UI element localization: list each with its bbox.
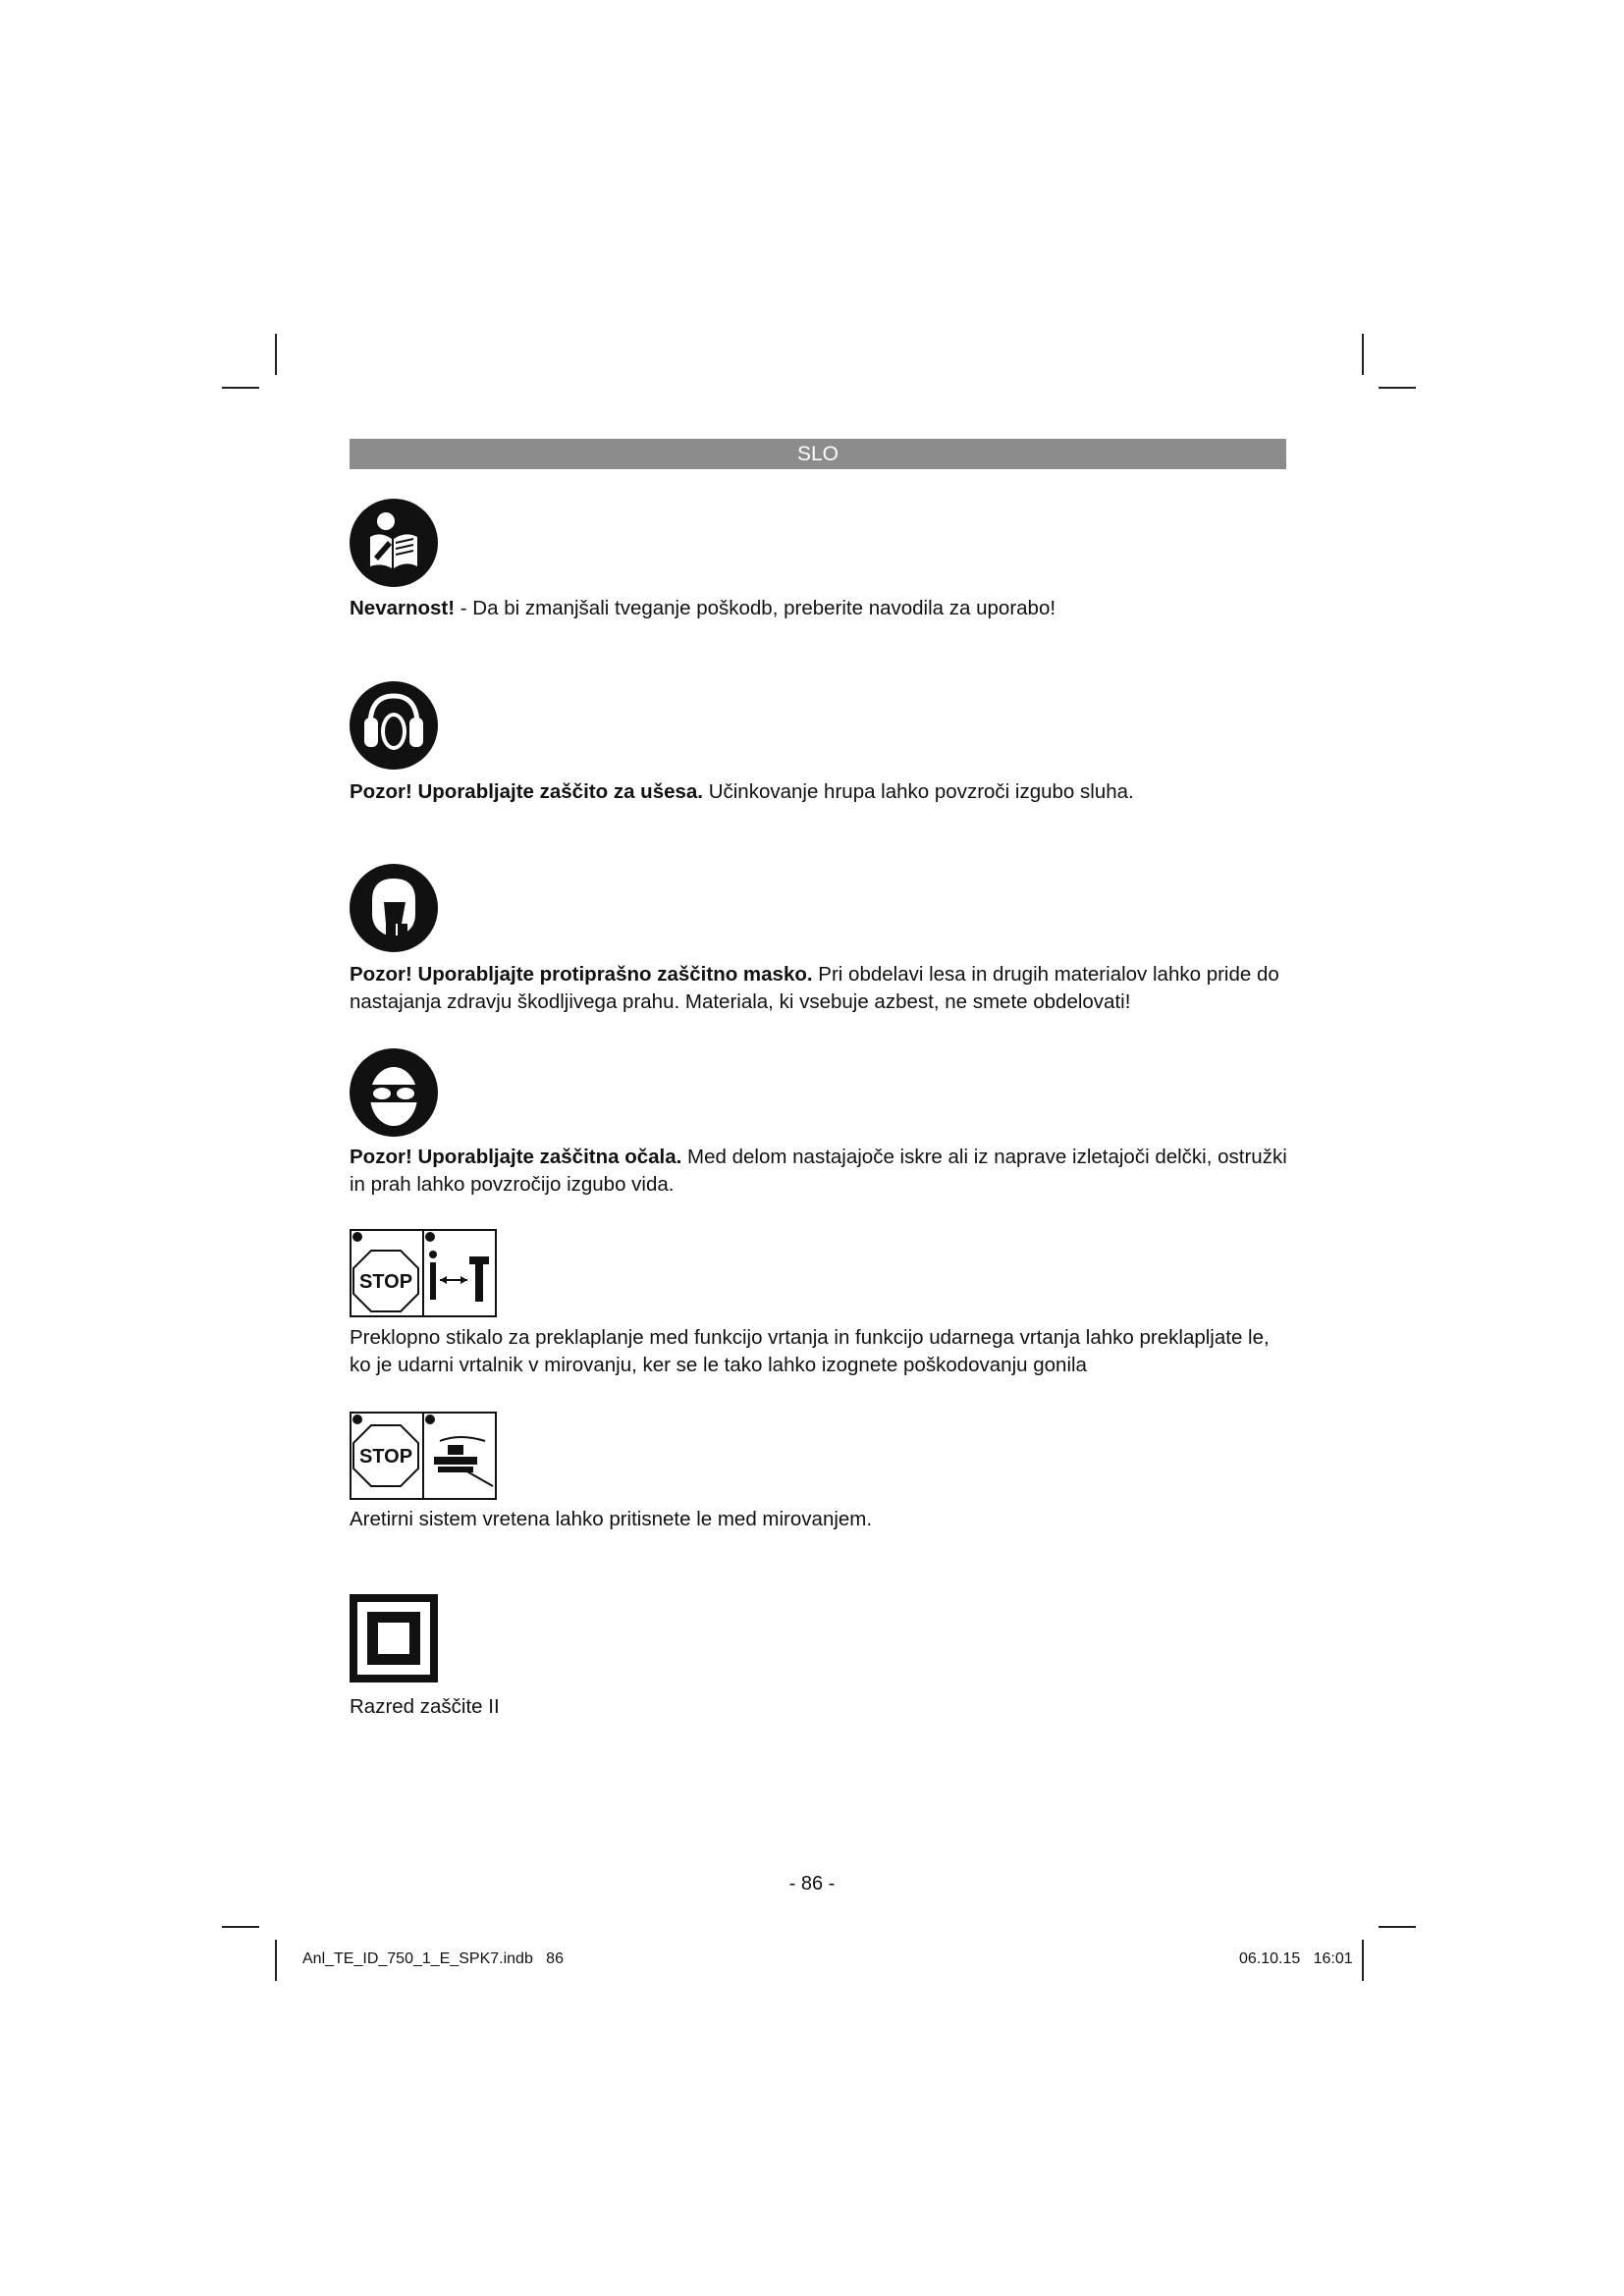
warning-text: - Da bi zmanjšali tveganje poškodb, preberite navodila za uporabo!: [455, 597, 1056, 619]
dust-mask-icon: [349, 863, 439, 953]
crop-mark: [222, 387, 259, 389]
protection-class-label: Razred zaščite II: [350, 1695, 500, 1718]
language-header: SLO: [350, 439, 1286, 469]
crop-mark: [222, 1926, 259, 1928]
stop-label: STOP: [358, 1446, 413, 1468]
warning-text: Med delom nastajajoče iskre ali iz naprave izletajoči delčki, ostružki in prah lahko povzročijo izgubo vida.: [350, 1146, 1287, 1196]
warning-text: Preklopno stikalo za preklaplanje med funkcijo vrtanja in funkcijo udarnega vrtanja lahko preklapljate le, ko je udarni vrtalnik v mirovanju, ker se le tako lahko izognete poškodovanju gonila: [350, 1326, 1270, 1376]
stop-switch-icon: [350, 1229, 497, 1317]
crop-mark: [1362, 1940, 1364, 1981]
warning-text: Pri obdelavi lesa in drugih materialov lahko pride do nastajanja zdravju škodljivega prahu. Materiala, ki vsebuje azbest, ne smete obdelovati!: [350, 963, 1279, 1013]
section-text: [350, 1506, 1292, 1533]
warning-bold: Pozor! Uporabljajte zaščito za ušesa.: [350, 780, 703, 803]
safety-goggles-icon: [349, 1047, 439, 1138]
ear-protection-icon: [349, 680, 439, 771]
warning-text: Učinkovanje hrupa lahko povzroči izgubo sluha.: [703, 780, 1134, 803]
crop-mark: [275, 1940, 277, 1981]
warning-bold: Nevarnost!: [350, 597, 456, 619]
crop-mark: [1362, 334, 1364, 375]
footer-date: 06.10.15 16:01: [1239, 1950, 1353, 1967]
section-text: [350, 1693, 1292, 1721]
stop-label: STOP: [358, 1271, 413, 1293]
crop-mark: [1379, 387, 1416, 389]
crop-mark: [1379, 1926, 1416, 1928]
protection-class-ii-icon: [350, 1594, 438, 1682]
stop-spindle-lock-icon: [350, 1412, 497, 1500]
crop-mark: [275, 334, 277, 375]
warning-bold: Pozor! Uporabljajte zaščitna očala.: [350, 1146, 682, 1168]
section-text: [350, 961, 1292, 1016]
section-text: [350, 778, 1292, 806]
section-text: [350, 595, 1292, 622]
warning-text: Aretirni sistem vretena lahko pritisnete le med mirovanjem.: [350, 1508, 873, 1530]
read-manual-icon: [349, 498, 439, 588]
warning-bold: Pozor! Uporabljajte protiprašno zaščitno masko.: [350, 963, 813, 986]
section-text: [350, 1144, 1292, 1199]
footer-file: Anl_TE_ID_750_1_E_SPK7.indb 86: [302, 1950, 564, 1967]
section-text: [350, 1324, 1292, 1379]
page-number: - 86 -: [788, 1873, 836, 1895]
